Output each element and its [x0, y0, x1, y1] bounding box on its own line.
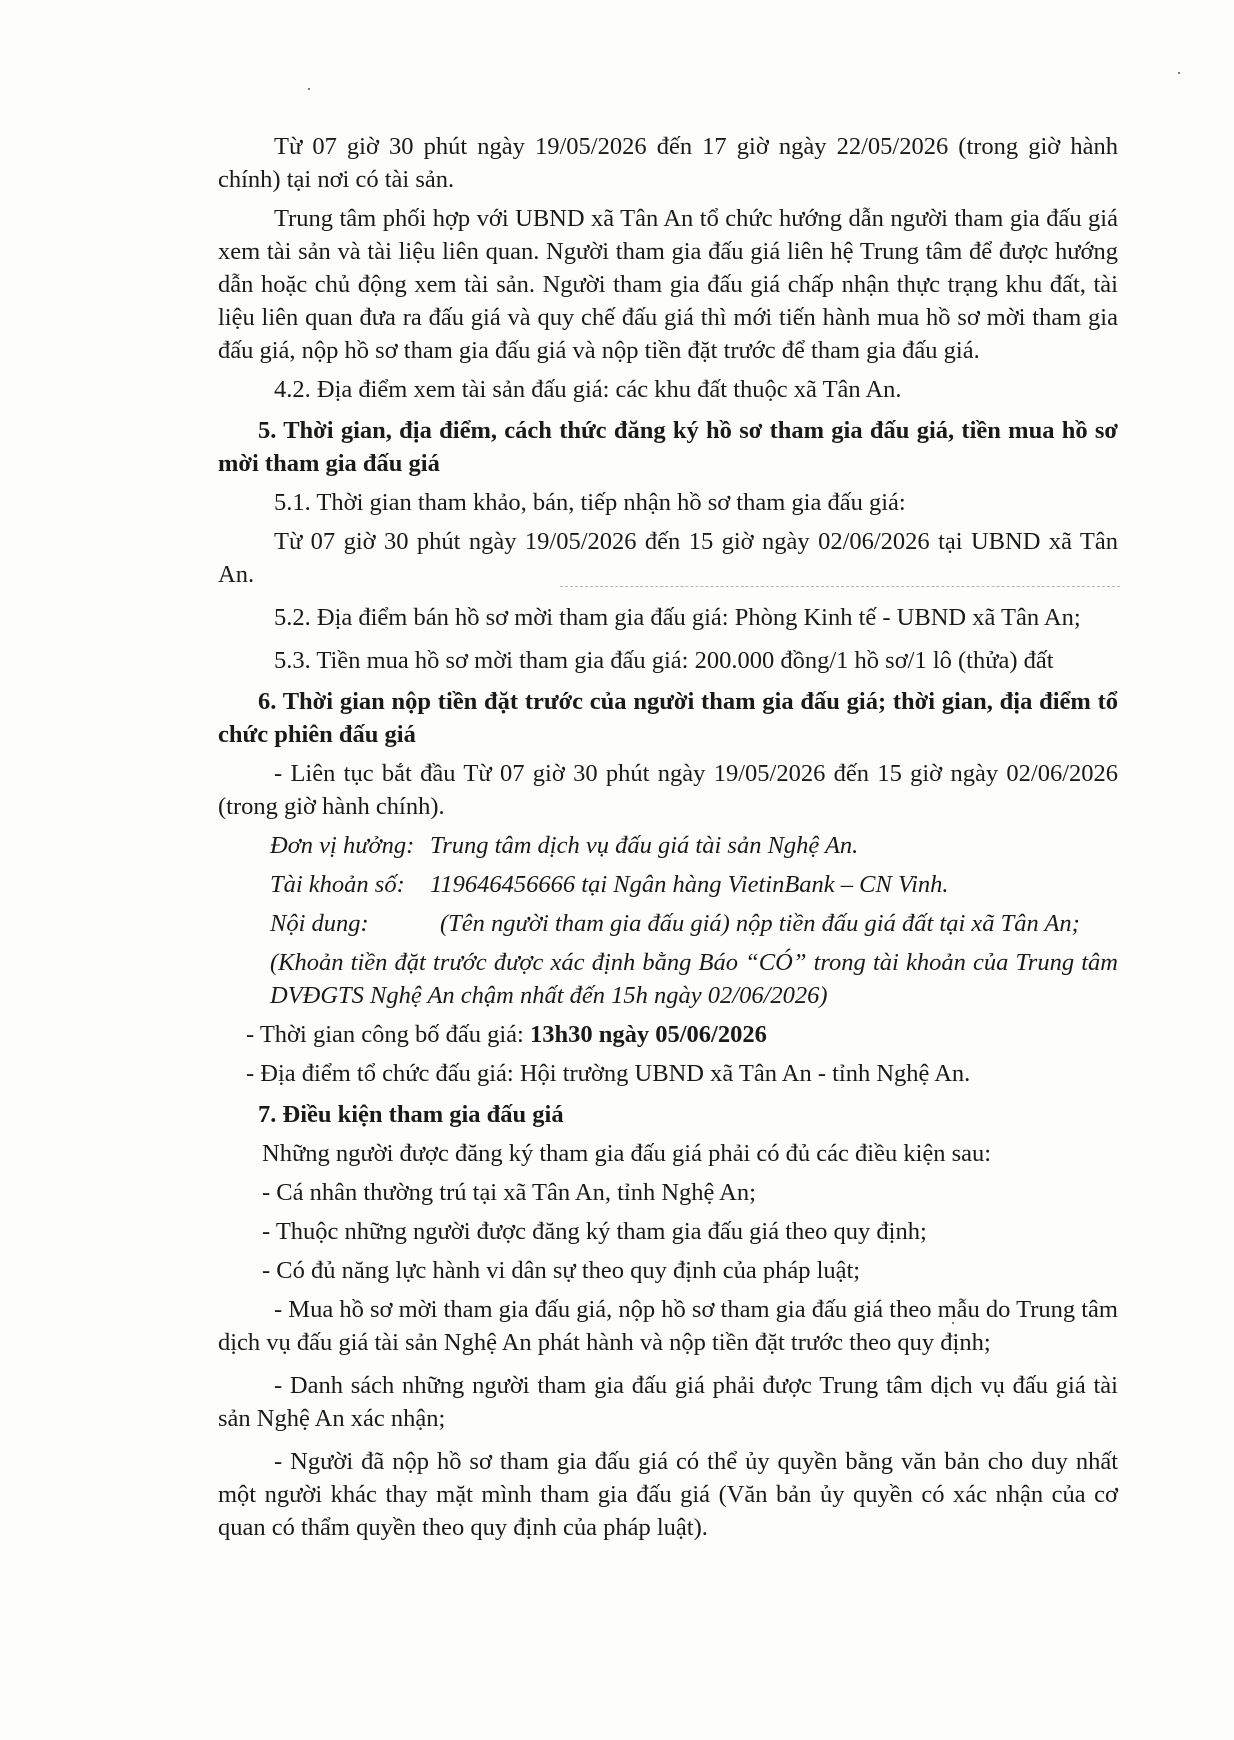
condition-item: - Người đã nộp hồ sơ tham gia đấu giá có thể ủy quyền bằng văn bản cho duy nhất một người khác thay mặt mình tham gia đấu giá (Văn bản ủy quyền có xác nhận của cơ quan có thẩm quyền theo quy định của pháp luật). — [218, 1448, 1118, 1541]
beneficiary-value: Trung tâm dịch vụ đấu giá tài sản Nghệ An. — [430, 832, 859, 859]
paragraph-venue: - Địa điểm tổ chức đấu giá: Hội trường UBND xã Tân An - tỉnh Nghệ An. — [246, 1060, 971, 1087]
paragraph-announce-time — [218, 1018, 1118, 1051]
beneficiary-label: Đơn vị hưởng: — [270, 832, 415, 859]
scan-speck — [1178, 72, 1180, 74]
section-6-heading: 6. Thời gian nộp tiền đặt trước của người tham gia đấu giá; thời gian, địa điểm tổ chức phiên đấu giá — [218, 688, 1118, 748]
paragraph-5-1-time: Từ 07 giờ 30 phút ngày 19/05/2026 đến 15 giờ ngày 02/06/2026 tại UBND xã Tân An. — [218, 528, 1118, 588]
announce-label: - Thời gian công bố đấu giá: — [246, 1021, 530, 1048]
scan-speck — [308, 88, 310, 90]
condition-item: - Thuộc những người được đăng ký tham gia đấu giá theo quy định; — [262, 1218, 927, 1245]
condition-item: - Mua hồ sơ mời tham gia đấu giá, nộp hồ sơ tham gia đấu giá theo mẫu do Trung tâm dịch vụ đấu giá tài sản Nghệ An phát hành và nộp tiền đặt trước theo quy định; — [218, 1296, 1118, 1356]
announce-value: 13h30 ngày 05/06/2026 — [530, 1021, 767, 1048]
condition-item: - Cá nhân thường trú tại xã Tân An, tỉnh Nghệ An; — [262, 1179, 756, 1206]
paragraph-viewing-guidance: Trung tâm phối hợp với UBND xã Tân An tổ chức hướng dẫn người tham gia đấu giá xem tài sản và tài liệu liên quan. Người tham gia đấu giá liên hệ Trung tâm để được hướng dẫn hoặc chủ động xem tài sản. Người tham gia đấu giá chấp nhận thực trạng khu đất, tài liệu liên quan đưa ra đấu giá và quy chế đấu giá thì mới tiến hành mua hồ sơ mời tham gia đấu giá, nộp hồ sơ tham gia đấu giá và nộp tiền đặt trước để tham gia đấu giá. — [218, 205, 1118, 364]
paragraph-viewing-location: 4.2. Địa điểm xem tài sản đấu giá: các khu đất thuộc xã Tân An. — [274, 376, 902, 403]
bank-details — [218, 829, 1118, 1012]
condition-item: - Danh sách những người tham gia đấu giá phải được Trung tâm dịch vụ đấu giá tài sản Nghệ An xác nhận; — [218, 1372, 1118, 1432]
bank-account-row — [218, 868, 1118, 901]
content-label: Nội dung: — [270, 910, 369, 937]
condition-item: - Có đủ năng lực hành vi dân sự theo quy định của pháp luật; — [262, 1257, 861, 1284]
paragraph-7-intro: Những người được đăng ký tham gia đấu giá phải có đủ các điều kiện sau: — [262, 1140, 992, 1167]
account-label: Tài khoản số: — [270, 871, 405, 898]
bank-note: (Khoản tiền đặt trước được xác định bằng Báo “CÓ” trong tài khoản của Trung tâm DVĐGTS Nghệ An chậm nhất đến 15h ngày 02/06/2026) — [270, 949, 1118, 1009]
paragraph-5-3: 5.3. Tiền mua hồ sơ mời tham gia đấu giá: 200.000 đồng/1 hồ sơ/1 lô (thửa) đất — [274, 647, 1054, 674]
account-value: 119646456666 tại Ngân hàng VietinBank – CN Vinh. — [430, 871, 949, 898]
paragraph-viewing-time: Từ 07 giờ 30 phút ngày 19/05/2026 đến 17 giờ ngày 22/05/2026 (trong giờ hành chính) tại nơi có tài sản. — [218, 133, 1118, 193]
bank-beneficiary-row — [218, 829, 1118, 862]
section-7-heading: 7. Điều kiện tham gia đấu giá — [258, 1101, 564, 1128]
content-value: (Tên người tham gia đấu giá) nộp tiền đấu giá đất tại xã Tân An; — [440, 910, 1080, 937]
paragraph-5-1: 5.1. Thời gian tham khảo, bán, tiếp nhận hồ sơ tham gia đấu giá: — [274, 489, 906, 516]
section-5-heading: 5. Thời gian, địa điểm, cách thức đăng ký hồ sơ tham gia đấu giá, tiền mua hồ sơ mời tham gia đấu giá — [218, 417, 1118, 477]
document-body — [218, 130, 1118, 1544]
paragraph-6-deposit-time: - Liên tục bắt đầu Từ 07 giờ 30 phút ngày 19/05/2026 đến 15 giờ ngày 02/06/2026 (trong giờ hành chính). — [218, 760, 1118, 820]
paragraph-5-2: 5.2. Địa điểm bán hồ sơ mời tham gia đấu giá: Phòng Kinh tế - UBND xã Tân An; — [274, 604, 1081, 631]
bank-content-row — [218, 907, 1118, 940]
